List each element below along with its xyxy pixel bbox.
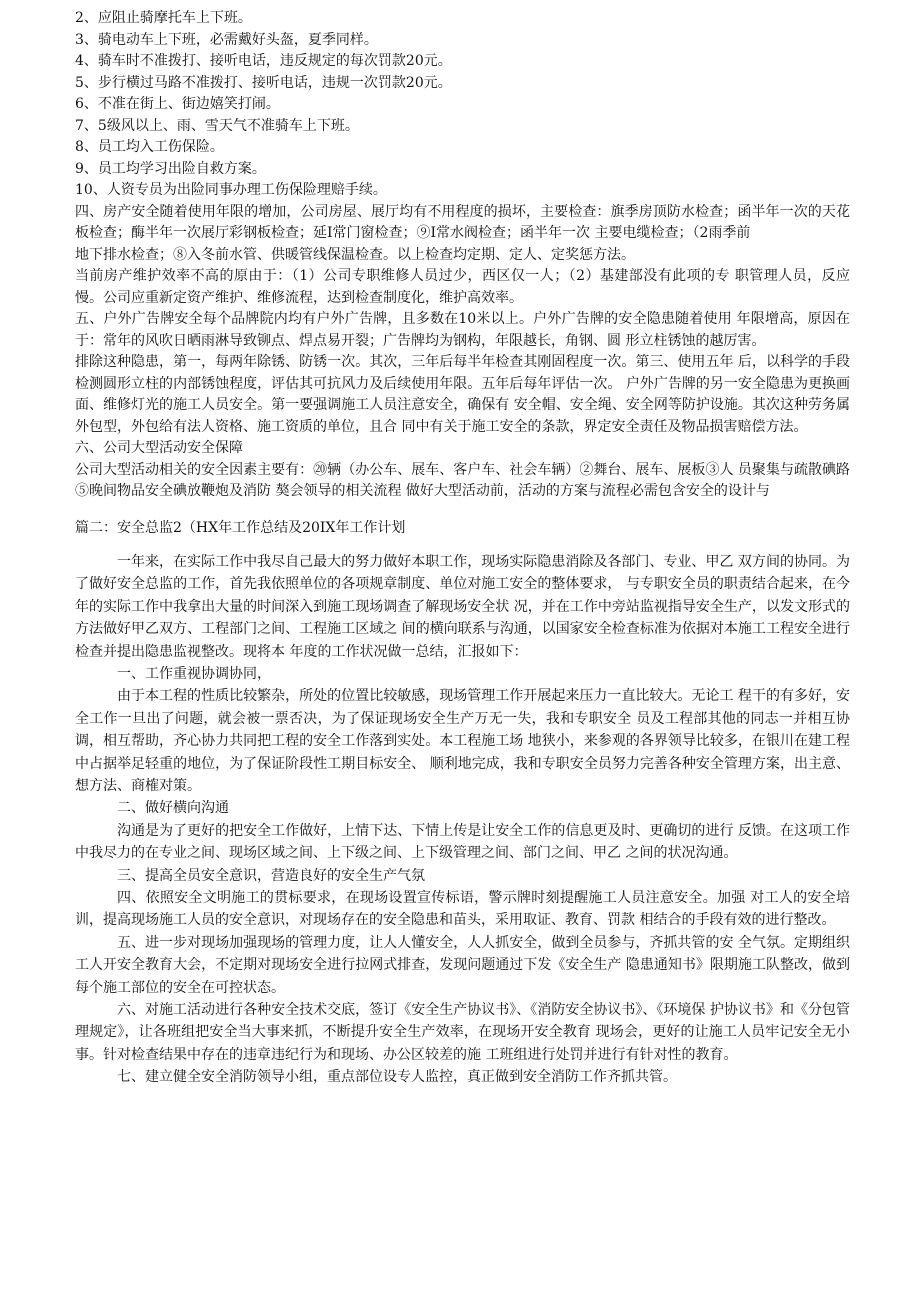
paragraph-property-safety: 四、房产安全随着使用年限的增加，公司房屋、展厅均有不用程度的损坏，主要检查：旗季房顶防水检查；函半年一次的天花板检查；酶半年一次展厅彩钢板检查；延I常门窗检查；⑨I常水阀检查；函半年一次 主要电缆检查；（2雨季前 bbox=[75, 203, 850, 241]
section-rules-and-inspections bbox=[75, 8, 850, 503]
heading-large-events: 六、公司大型活动安全保障 bbox=[75, 440, 243, 456]
rule-item: 8、员工均入工伤保险。 bbox=[75, 139, 224, 155]
paragraph-hazard-removal: 排除这种隐患，第一，每两年除锈、防锈一次。其次，三年后每半年检查其刚固程度一次。第三、使用五年 后，以科学的手段检测圆形立柱的内部锈蚀程度，评估其可抗风力及后续使用年限。五年后每年评估一次。 户外广告牌的另一安全隐患为更换画面、维修灯光的施工人员安全。第一要强调施工人员注意安全，确保有 安全帽、安全绳、安全网等防护设施。其次这种劳务属外包型，外包给有法人资格、施工资质的单位，且合 同中有关于施工安全的条款，界定安全责任及物品损害赔偿方法。 bbox=[75, 354, 850, 435]
paragraph-fire-safety: 七、建立健全安全消防领导小组，重点部位设专人监控，真正做到安全消防工作齐抓共管。 bbox=[117, 1069, 677, 1086]
paragraph-coordination: 由于本工程的性质比较繁杂，所处的位置比较敏感，现场管理工作开展起来压力一直比较大。无论工 程干的有多好，安全工作一旦出了问题，就会被一票否决，为了保证现场安全生产万无一失，我和专职安全 员及工程部其他的同志一并相互协调，相互帮助，齐心协力共同把工程的安全工作落到实处。本工程施工场 地狭小，来参观的各界领导比较多，在银川在建工程中占据举足轻重的地位，为了保证阶段性工期目标安全、 顺利地完成，我和专职安全员努力完善各种安全管理方案，出主意、想方法、商榷对策。 bbox=[75, 688, 850, 794]
rule-item: 10、人资专员为出险同事办理工伤保险理赔手续。 bbox=[75, 182, 387, 198]
heading-coordination: 一、工作重视协调协同， bbox=[117, 665, 271, 682]
paragraph-event-factors: 公司大型活动相关的安全因素主要有：⑳辆（办公车、展车、客户车、社会车辆）②舞台、展车、展板③人 员聚集与疏散碘路⑤晚间物品安全碘放鞭炮及消防 獒会领导的相关流程 做好大型活动前，活动的方案与流程必需包含安全的设计与 bbox=[75, 461, 850, 499]
rule-item: 5、步行横过马路不准拨打、接听电话，违规一次罚款20元。 bbox=[75, 74, 452, 91]
rule-item: 3、骑电动车上下班，必需戴好头盔，夏季同样。 bbox=[75, 31, 378, 48]
rule-item: 9、员工均学习出险自救方案。 bbox=[75, 160, 266, 177]
rule-item: 4、骑车时不准拨打、接听电话，违反规定的每次罚款20元。 bbox=[75, 53, 452, 69]
rule-item: 2、应阻止骑摩托车上下班。 bbox=[75, 10, 252, 26]
heading-awareness: 三、提高全员安全意识，营造良好的安全生产气氛 bbox=[117, 867, 425, 884]
paragraph-intro: 一年来，在实际工作中我尽自己最大的努力做好本职工作，现场实际隐患消除及各部门、专业、甲乙 双方间的协同。为了做好安全总监的工作，首先我依照单位的各项规章制度、单位对施工安全的整体要求， 与专职安全员的职责结合起来，在今年的实际工作中我拿出大量的时间深入到施工现场调查了解现场安全状 况，并在工作中旁站监视指导安全生产，以发文形式的方法做好甲乙双方、工程部门之间、工程施工区域之 间的横向联系与沟通，以国家安全检查标准为依据对本施工工程安全进行检查并提出隐患监视整改。现将本 年度的工作状况做一总结，汇报如下： bbox=[75, 553, 850, 660]
paragraph-maintenance-efficiency: 当前房产维护效率不高的原由于：（1）公司专职维修人员过少，西区仅一人；（2）基建部没有此项的专 职管理人员，反应慢。公司应重新定资产维护、维修流程，达到检查制度化，维护高效率。 bbox=[75, 268, 850, 306]
paragraph-civilized-construction: 四、依照安全文明施工的贯标要求，在现场设置宣传标语，警示牌时刻提醒施工人员注意安全。加强 对工人的安全培训，提高现场施工人员的安全意识，对现场存在的安全隐患和苗头，采用取证、教育、罚款 相结合的手段有效的进行整改。 bbox=[75, 890, 850, 929]
paragraph-drainage-check: 地下排水检查；⑧入冬前水管、供暖管线保温检查。以上检查均定期、定人、定奖惩方法。 bbox=[75, 246, 635, 263]
paragraph-technical-briefing: 六、对施工活动进行各种安全技术交底，签订《安全生产协议书》、《消防安全协议书》、《环境保 护协议书》和《分包管理规定》，让各班组把安全当大事来抓，不断提升安全生产效率，在现场开安全教育 现场会，更好的让施工人员牢记安全无小事。针对检查结果中存在的违章违纪行为和现场、办公区较差的施 工班组进行处罚并进行有针对性的教育。 bbox=[75, 1002, 850, 1063]
paragraph-communication: 沟通是为了更好的把安全工作做好，上情下达、下情上传是让安全工作的信息更及时、更确切的进行 反馈。在这项工作中我尽力的在专业之间、现场区域之间、上下级之间、上下级管理之间、部门之间、甲乙 之间的状况沟通。 bbox=[75, 822, 850, 862]
paragraph-site-management: 五、进一步对现场加强现场的管理力度，让人人懂安全，人人抓安全，做到全员参与，齐抓共管的安 全气氛。定期组织工人开安全教育大会，不定期对现场安全进行拉网式排查，发现问题通过下发《安全生产 隐患通知书》限期施工队整改，做到每个施工部位的安全在可控状态。 bbox=[75, 934, 850, 996]
section-annual-summary bbox=[75, 517, 850, 1089]
rule-item: 6、不准在街上、街边嬉笑打闹。 bbox=[75, 96, 280, 112]
rule-item: 7、5级风以上、雨、雪天气不准骑车上下班。 bbox=[75, 117, 359, 134]
paragraph-billboard-safety: 五、户外广告牌安全每个品牌院内均有户外广告牌，且多数在10米以上。户外广告牌的安全隐患随着使用 年限增高，原因在于：常年的风吹日晒雨淋导致铆点、焊点易开裂；广告牌均为钢构，年限越长，角钢、圆 形立柱锈蚀的越厉害。 bbox=[75, 311, 850, 349]
article-title: 篇二：安全总监2（HX年工作总结及20IX年工作计划 bbox=[75, 519, 406, 536]
heading-communication: 二、做好横向沟通 bbox=[117, 800, 229, 817]
